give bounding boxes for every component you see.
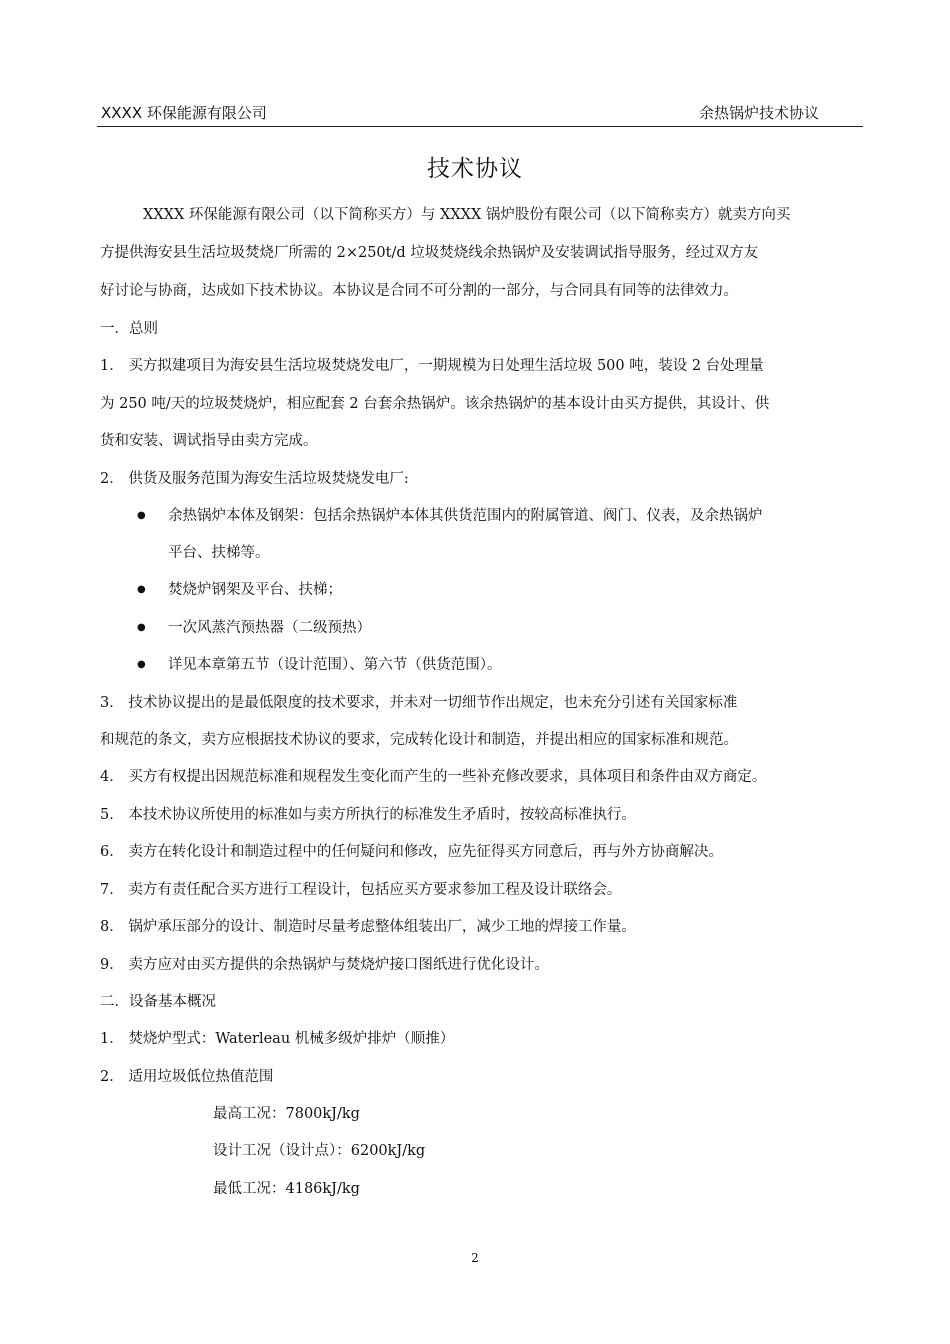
intro-line: XXXX 环保能源有限公司（以下简称买方）与 XXXX 锅炉股份有限公司（以下简称卖方）就卖方向买 bbox=[143, 207, 791, 223]
clause-line: 为 250 吨/天的垃圾焚烧炉，相应配套 2 台套余热锅炉。该余热锅炉的基本设计由买方提供，其设计、供 bbox=[100, 396, 770, 412]
clause-line: 9． 卖方应对由买方提供的余热锅炉与焚烧炉接口图纸进行优化设计。 bbox=[100, 957, 549, 973]
clause-line: 5． 本技术协议所使用的标准如与卖方所执行的标准发生矛盾时，按较高标准执行。 bbox=[100, 807, 636, 823]
heat-value-line: 最高工况：7800kJ/kg bbox=[213, 1106, 360, 1122]
header-company: XXXX 环保能源有限公司 bbox=[101, 104, 267, 122]
clause-line: 4． 买方有权提出因规范标准和规程发生变化而产生的一些补充修改要求，具体项目和条件由双方商定。 bbox=[100, 769, 767, 785]
bullet-text: 余热锅炉本体及钢架：包括余热锅炉本体其供货范围内的附属管道、阀门、仪表，及余热锅炉 bbox=[168, 508, 763, 524]
section-heading: 一．总则 bbox=[100, 321, 158, 337]
bullet-marker: ● bbox=[137, 510, 146, 521]
clause-line: 和规范的条文，卖方应根据技术协议的要求，完成转化设计和制造，并提出相应的国家标准和规范。 bbox=[100, 732, 738, 748]
intro-line: 方提供海安县生活垃圾焚烧厂所需的 2×250t/d 垃圾焚烧线余热锅炉及安装调试指导服务，经过双方友 bbox=[100, 245, 759, 261]
bullet-text: 平台、扶梯等。 bbox=[168, 545, 270, 561]
page-header bbox=[97, 100, 863, 127]
clause-line: 6． 卖方在转化设计和制造过程中的任何疑问和修改，应先征得买方同意后，再与外方协商解决。 bbox=[100, 844, 723, 860]
bullet-marker: ● bbox=[137, 584, 146, 595]
heat-value-line: 最低工况：4186kJ/kg bbox=[213, 1181, 360, 1197]
clause-line: 8． 锅炉承压部分的设计、制造时尽量考虑整体组装出厂，减少工地的焊接工作量。 bbox=[100, 919, 636, 935]
document-title: 技术协议 bbox=[427, 156, 523, 182]
bullet-text: 焚烧炉钢架及平台、扶梯； bbox=[168, 582, 342, 598]
clause-line: 货和安装、调试指导由卖方完成。 bbox=[100, 433, 318, 449]
clause-line: 2． 适用垃圾低位热值范围 bbox=[100, 1069, 274, 1085]
clause-line: 7． 卖方有责任配合买方进行工程设计，包括应买方要求参加工程及设计联络会。 bbox=[100, 882, 622, 898]
bullet-marker: ● bbox=[137, 659, 146, 670]
bullet-text: 详见本章第五节（设计范围）、第六节（供货范围）。 bbox=[168, 657, 502, 673]
bullet-marker: ● bbox=[137, 622, 146, 633]
heat-value-line: 设计工况（设计点）：6200kJ/kg bbox=[213, 1143, 426, 1159]
clause-line: 1． 焚烧炉型式：Waterleau 机械多级炉排炉（顺推） bbox=[100, 1031, 455, 1047]
clause-line: 2． 供货及服务范围为海安生活垃圾焚烧发电厂: bbox=[100, 471, 409, 487]
page-number: 2 bbox=[471, 1251, 479, 1265]
bullet-text: 一次风蒸汽预热器（二级预热） bbox=[168, 620, 371, 636]
clause-line: 1． 买方拟建项目为海安县生活垃圾焚烧发电厂，一期规模为日处理生活垃圾 500 吨，装设 2 台处理量 bbox=[100, 358, 764, 374]
header-doc-type: 余热锅炉技术协议 bbox=[698, 104, 819, 122]
section-heading: 二．设备基本概况 bbox=[100, 994, 216, 1010]
clause-line: 3． 技术协议提出的是最低限度的技术要求，并未对一切细节作出规定，也未充分引述有关国家标准 bbox=[100, 695, 738, 711]
intro-line: 好讨论与协商，达成如下技术协议。本协议是合同不可分割的一部分，与合同具有同等的法律效力。 bbox=[100, 283, 738, 299]
